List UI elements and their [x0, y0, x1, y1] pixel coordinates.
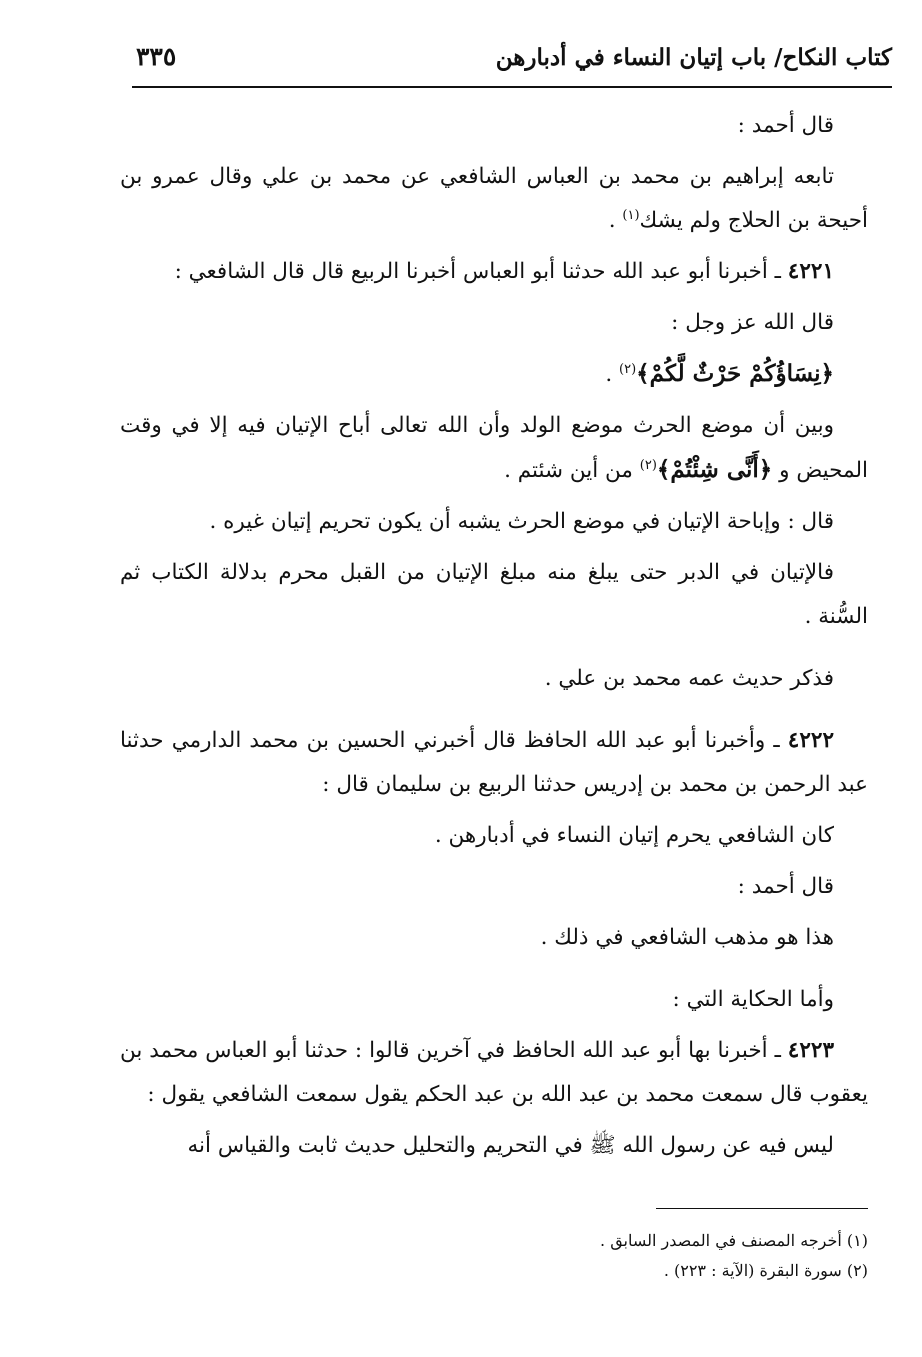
paragraph-text: هذا هو مذهب الشافعي في ذلك .	[540, 925, 834, 950]
hadith-paragraph	[120, 250, 868, 294]
paragraph-text-end: من أين شئتم .	[504, 458, 640, 483]
footnote-marker[interactable]: (٢)	[639, 457, 657, 473]
hadith-paragraph	[120, 1029, 868, 1117]
footnote: (١) أخرجه المصنف في المصدر السابق .	[600, 1231, 868, 1250]
running-title: كتاب النكاح/ باب إتيان النساء في أدبارهن	[495, 44, 892, 71]
paragraph-text-end: .	[605, 362, 620, 387]
paragraph	[120, 814, 868, 858]
paragraph-text: وأما الحكاية التي :	[672, 987, 834, 1012]
paragraph	[120, 978, 868, 1022]
paragraph-text: فالإتيان في الدبر حتى يبلغ منه مبلغ الإتيان من القبل محرم بدلالة الكتاب ثم السُّنة .	[120, 560, 868, 629]
paragraph-text: وبين أن موضع الحرث موضع الولد وأن الله تعالى أباح الإتيان فيه إلا في وقت المحيض و	[120, 413, 868, 483]
footnote-marker[interactable]: (٢)	[619, 361, 637, 377]
paragraph	[120, 404, 868, 493]
paragraph-text: ـ وأخبرنا أبو عبد الله الحافظ قال أخبرني الحسين بن محمد الدارمي حدثنا عبد الرحمن بن محمد بن إدريس حدثنا الربيع بن سليمان قال :	[120, 728, 868, 797]
paragraph-text: ـ أخبرنا أبو عبد الله حدثنا أبو العباس أخبرنا الربيع قال قال الشافعي :	[174, 259, 788, 284]
paragraph-text: كان الشافعي يحرم إتيان النساء في أدبارهن .	[434, 823, 834, 848]
hadith-number: ٤٢٢١	[787, 259, 834, 284]
paragraph	[120, 104, 868, 148]
hadith-number: ٤٢٢٢	[787, 728, 834, 753]
paragraph	[120, 657, 868, 701]
paragraph	[120, 500, 868, 544]
hadith-number: ٤٢٢٣	[787, 1038, 834, 1063]
footnotes	[120, 1226, 868, 1286]
hadith-paragraph	[120, 719, 868, 807]
running-header	[132, 42, 892, 88]
quran-verse-paragraph	[120, 352, 868, 397]
paragraph	[120, 301, 868, 345]
main-text	[120, 104, 868, 1175]
paragraph-text: ـ أخبرنا بها أبو عبد الله الحافظ في آخرين قالوا : حدثنا أبو العباس محمد بن يعقوب قال سمعت محمد بن عبد الله بن عبد الحكم يقول سمعت الشافعي يقول :	[120, 1038, 868, 1107]
quran-verse: ﴿نِسَاؤُكُمْ حَرْثٌ لَّكُمْ﴾	[636, 360, 834, 387]
paragraph	[120, 865, 868, 909]
paragraph-text: قال الله عز وجل :	[671, 310, 834, 335]
paragraph-text: قال أحمد :	[737, 113, 834, 138]
paragraph	[120, 551, 868, 639]
page-number: ٣٣٥	[136, 42, 177, 71]
paragraph-text: قال : وإباحة الإتيان في موضع الحرث يشبه أن يكون تحريم إتيان غيره .	[209, 509, 834, 534]
paragraph-text: فذكر حديث عمه محمد بن علي .	[544, 666, 834, 691]
paragraph-text: تابعه إبراهيم بن محمد بن العباس الشافعي عن محمد بن علي وقال عمرو بن أحيحة بن الحلاج ولم يشك	[120, 164, 868, 233]
footnote-divider	[656, 1208, 868, 1209]
paragraph	[120, 916, 868, 960]
footnote: (٢) سورة البقرة (الآية : ٢٢٣) .	[663, 1261, 868, 1280]
quran-verse: ﴿أَنَّى شِئْتُمْ﴾	[656, 456, 773, 483]
paragraph	[120, 155, 868, 243]
paragraph-text: ليس فيه عن رسول الله ﷺ في التحريم والتحليل حديث ثابت والقياس أنه	[187, 1133, 834, 1158]
paragraph-text: قال أحمد :	[737, 874, 834, 899]
footnote-marker[interactable]: (١)	[622, 207, 640, 223]
paragraph-text-end: .	[608, 208, 623, 233]
paragraph	[120, 1124, 868, 1168]
